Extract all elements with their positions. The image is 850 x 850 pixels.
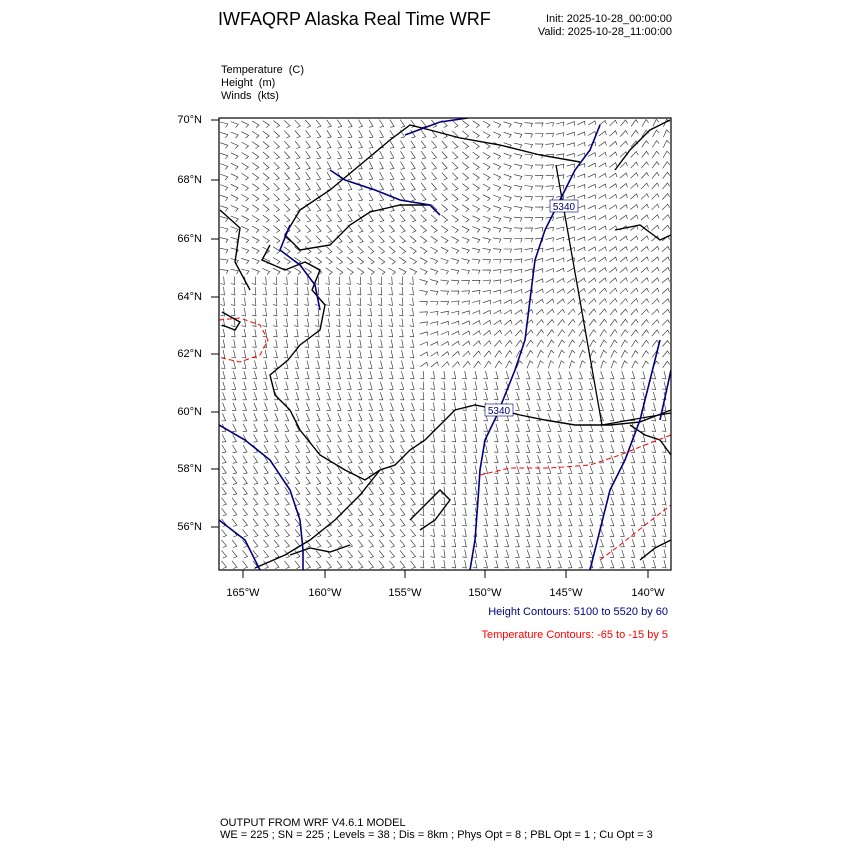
lat-label-56: 56°N [177,521,202,533]
wind-barbs [220,119,670,568]
lon-label-145: 145°W [549,587,583,599]
lon-label-150: 150°W [468,587,502,599]
lat-label-70: 70°N [177,114,202,126]
height-contours-legend: Height Contours: 5100 to 5520 by 60 [488,606,668,618]
valid-time: Valid: 2025-10-28_11:00:00 [537,26,672,38]
lat-label-62: 62°N [177,348,202,360]
field-temperature: Temperature (C) [221,64,305,76]
svg-text:5340: 5340 [487,406,511,417]
init-time: Init: 2025-10-28_00:00:00 [546,13,672,25]
svg-text:5340: 5340 [552,202,576,213]
lat-label-66: 66°N [177,233,202,245]
field-height: Height (m) [221,77,276,89]
lon-label-165: 165°W [226,587,260,599]
wind-barb-field [220,119,670,568]
lat-label-58: 58°N [177,463,202,475]
contour-label-2 [485,404,513,417]
lat-ticks [211,120,219,527]
lat-label-64: 64°N [177,291,202,303]
footer-config: WE = 225 ; SN = 225 ; Levels = 38 ; Dis = 8km ; Phys Opt = 8 ; PBL Opt = 1 ; Cu Opt = 3 [220,829,653,841]
field-winds: Winds (kts) [221,90,279,102]
lat-label-68: 68°N [177,174,202,186]
lat-label-60: 60°N [177,406,202,418]
lon-ticks [243,570,648,578]
map-title: IWFAQRP Alaska Real Time WRF [218,9,491,29]
temperature-contours-legend: Temperature Contours: -65 to -15 by 5 [481,629,668,641]
footer-model: OUTPUT FROM WRF V4.6.1 MODEL [220,817,406,829]
lon-label-155: 155°W [388,587,422,599]
lon-label-160: 160°W [308,587,342,599]
lon-label-140: 140°W [631,587,665,599]
contour-label-1 [550,200,578,213]
